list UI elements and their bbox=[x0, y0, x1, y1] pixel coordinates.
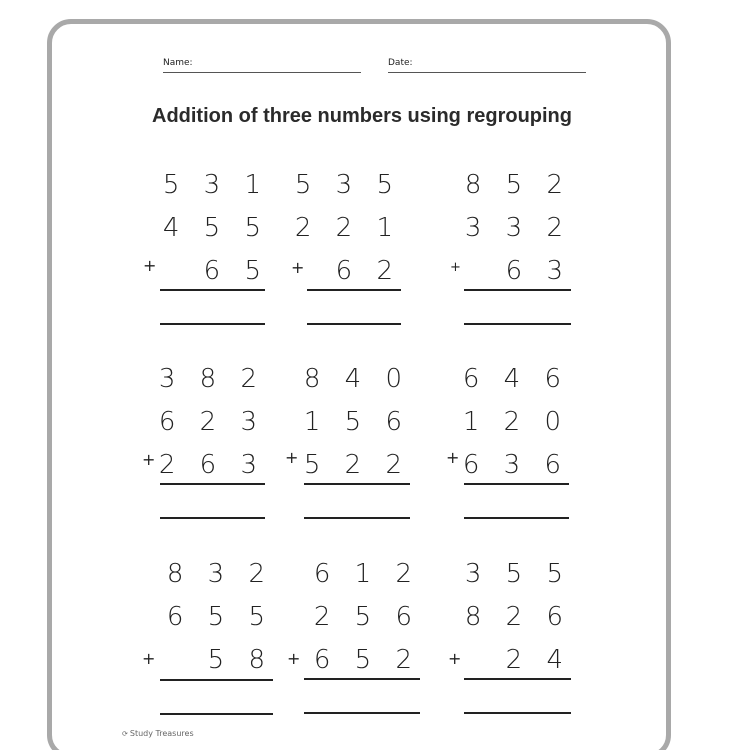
addend-2: 3 3 2 bbox=[464, 213, 571, 243]
plus-sign: + bbox=[142, 450, 156, 469]
problem-6 bbox=[446, 364, 569, 534]
sum-rule bbox=[464, 289, 571, 291]
plus-sign: + bbox=[143, 256, 157, 275]
addend-1: 8 5 2 bbox=[464, 170, 571, 200]
answer-line[interactable] bbox=[307, 323, 401, 325]
problem-2 bbox=[291, 170, 401, 340]
answer-line[interactable] bbox=[160, 713, 273, 715]
answer-line[interactable] bbox=[304, 712, 420, 714]
addend-1: 3 5 5 bbox=[464, 559, 571, 589]
problem-9 bbox=[448, 559, 571, 729]
sum-rule bbox=[304, 678, 420, 680]
addend-2: 1 2 0 bbox=[462, 407, 569, 437]
addend-1: 6 4 6 bbox=[462, 364, 569, 394]
plus-sign: + bbox=[142, 649, 156, 668]
plus-sign: + bbox=[446, 448, 460, 467]
worksheet-title: Addition of three numbers using regrouping bbox=[152, 105, 572, 127]
addend-2: 1 5 6 bbox=[303, 407, 410, 437]
sum-rule bbox=[160, 483, 265, 485]
addend-1: 8 4 0 bbox=[303, 364, 410, 394]
study-treasures-logo-icon: ⟳ bbox=[122, 730, 128, 738]
addend-1: 6 1 2 bbox=[313, 559, 420, 589]
answer-line[interactable] bbox=[160, 517, 265, 519]
sum-rule bbox=[464, 678, 571, 680]
problem-1 bbox=[145, 170, 269, 340]
addend-3: 6 3 6 bbox=[462, 450, 569, 480]
sum-rule bbox=[160, 679, 273, 681]
plus-sign: + bbox=[285, 448, 299, 467]
problem-5 bbox=[285, 364, 410, 534]
plus-sign: + bbox=[448, 649, 462, 668]
addend-1: 3 8 2 bbox=[158, 364, 265, 394]
problem-7 bbox=[142, 559, 273, 729]
study-treasures-brand bbox=[122, 729, 194, 738]
addend-3: 2 6 3 bbox=[158, 450, 265, 480]
addend-1: 5 3 1 bbox=[162, 170, 269, 200]
sum-rule bbox=[307, 289, 401, 291]
sum-rule bbox=[464, 483, 569, 485]
plus-sign: + bbox=[291, 258, 305, 277]
date-line[interactable] bbox=[388, 72, 586, 73]
addend-2: 4 5 5 bbox=[162, 213, 269, 243]
addend-2: 2 2 1 bbox=[294, 213, 401, 243]
plus-sign: + bbox=[450, 260, 461, 275]
addend-2: 6 2 3 bbox=[158, 407, 265, 437]
addend-1: 8 3 2 bbox=[166, 559, 273, 589]
addend-3: 6 5 2 bbox=[313, 645, 420, 675]
addend-3: 6 2 bbox=[335, 256, 401, 286]
addend-3: 5 2 2 bbox=[303, 450, 410, 480]
name-line[interactable] bbox=[163, 72, 361, 73]
date-label: Date: bbox=[388, 58, 413, 68]
addend-2: 6 5 5 bbox=[166, 602, 273, 632]
plus-sign: + bbox=[287, 649, 301, 668]
addend-1: 5 3 5 bbox=[294, 170, 401, 200]
addend-3: 5 8 bbox=[207, 645, 273, 675]
addend-3: 6 3 bbox=[505, 256, 571, 286]
answer-line[interactable] bbox=[304, 517, 410, 519]
addend-2: 2 5 6 bbox=[313, 602, 420, 632]
answer-line[interactable] bbox=[160, 323, 265, 325]
addend-3: 2 4 bbox=[505, 645, 571, 675]
problem-8 bbox=[287, 559, 420, 729]
problem-3 bbox=[450, 170, 571, 340]
name-label: Name: bbox=[163, 58, 193, 68]
answer-line[interactable] bbox=[464, 517, 569, 519]
brand-text: Study Treasures bbox=[129, 729, 194, 738]
sum-rule bbox=[304, 483, 410, 485]
addend-3: 6 5 bbox=[203, 256, 269, 286]
addend-2: 8 2 6 bbox=[464, 602, 571, 632]
answer-line[interactable] bbox=[464, 323, 571, 325]
answer-line[interactable] bbox=[464, 712, 571, 714]
sum-rule bbox=[160, 289, 265, 291]
problem-4 bbox=[142, 364, 265, 534]
